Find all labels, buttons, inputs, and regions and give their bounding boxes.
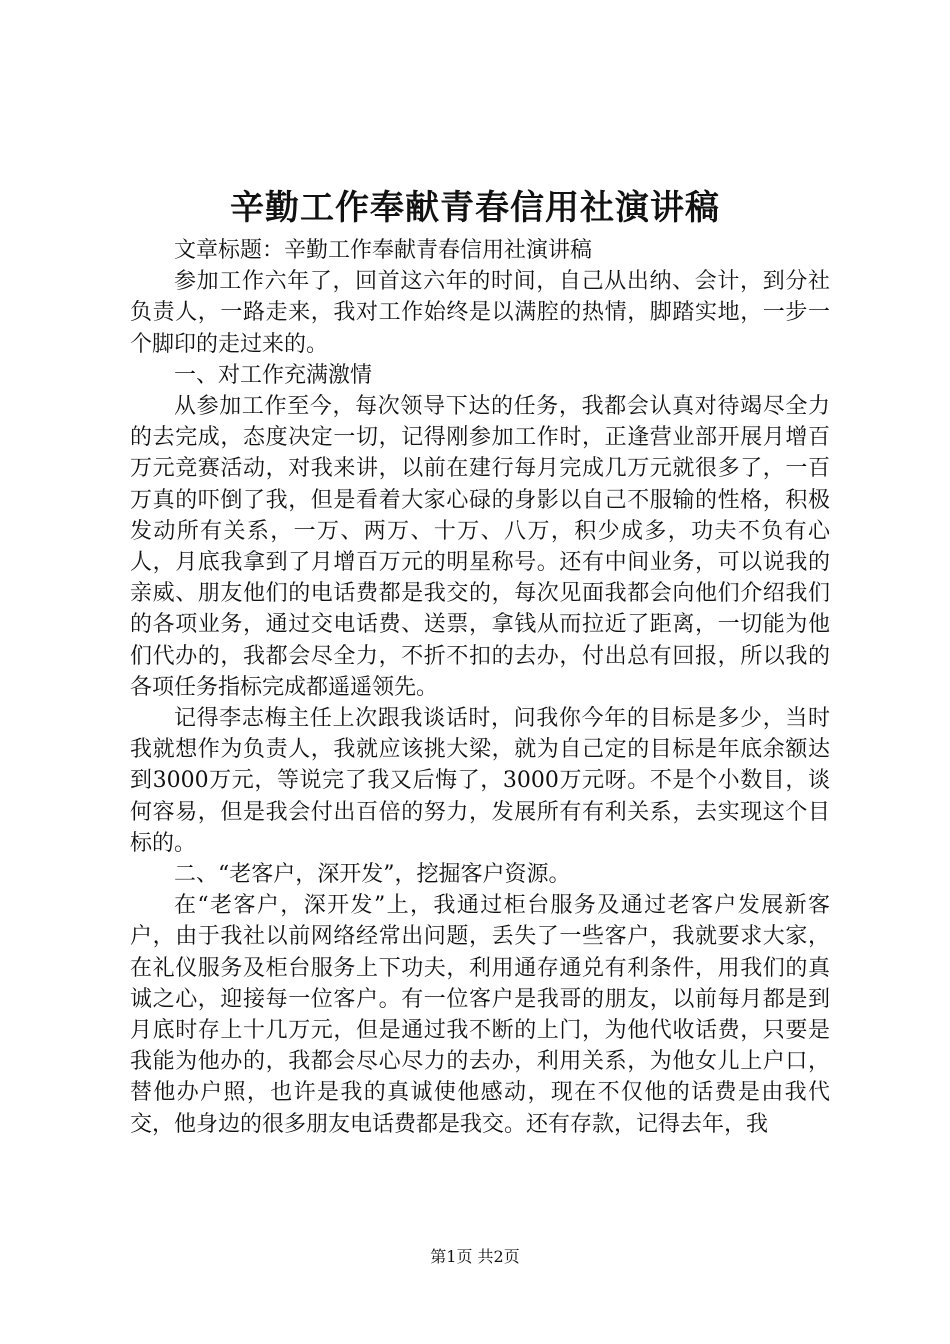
page-footer: 第1页 共2页 (430, 1247, 520, 1266)
paragraph-section-1: 从参加工作至今，每次领导下达的任务，我都会认真对待竭尽全力的去完成，态度决定一切，记得刚参加工作时，正逢营业部开展月增百万元竞赛活动，对我来讲，以前在建行每月完成几万元就很多了，一百万真的吓倒了我，但是看着大家心碌的身影以自己不服输的性格，积极发动所有关系，一万、两万、十万、八万，积少成多，功夫不负有心人，月底我拿到了月增百万元的明星称号。还有中间业务，可以说我的亲威、朋友他们的电话费都是我交的，每次见面我都会向他们介绍我们的各项业务，通过交电话费、送票，拿钱从而拉近了距离，一切能为他们代办的，我都会尽全力，不折不扣的去办，付出总有回报，所以我的各项任务指标完成都遥遥领先。 (130, 394, 830, 700)
document-body (130, 235, 830, 1140)
document-title: 辛勤工作奉献青春信用社演讲稿 (230, 188, 720, 228)
section-heading-2: 二、“老客户，深开发”，挖掘客户资源。 (174, 862, 571, 888)
paragraph-target: 记得李志梅主任上次跟我谈话时，问我你今年的目标是多少，当时我就想作为负责人，我就应该挑大梁，就为自己定的目标是年底余额达到3000万元，等说完了我又后悔了，3000万元呀。不是个小数目，谈何容易，但是我会付出百倍的努力，发展所有有利关系，去实现这个目标的。 (130, 706, 830, 856)
paragraph-intro: 参加工作六年了，回首这六年的时间，自己从出纳、会计，到分社负责人，一路走来，我对工作始终是以满腔的热情，脚踏实地，一步一个脚印的走过来的。 (130, 269, 830, 357)
article-title-line: 文章标题：辛勤工作奉献青春信用社演讲稿 (174, 238, 593, 263)
section-heading-1: 一、对工作充满激情 (174, 362, 373, 388)
paragraph-section-2: 在“老客户，深开发”上，我通过柜台服务及通过老客户发展新客户，由于我社以前网络经常出问题，丢失了一些客户，我就要求大家，在礼仪服务及柜台服务上下功夫，利用通存通兑有利条件，用我们的真诚之心，迎接每一位客户。有一位客户是我哥的朋友，以前每月都是到月底时存上十几万元，但是通过我不断的上门，为他代收话费，只要是我能为他办的，我都会尽心尽力的去办，利用关系，为他女儿上户口，替他办户照，也许是我的真诚使他感动，现在不仅他的话费是由我代交，他身边的很多朋友电话费都是我交。还有存款，记得去年，我 (130, 893, 830, 1137)
